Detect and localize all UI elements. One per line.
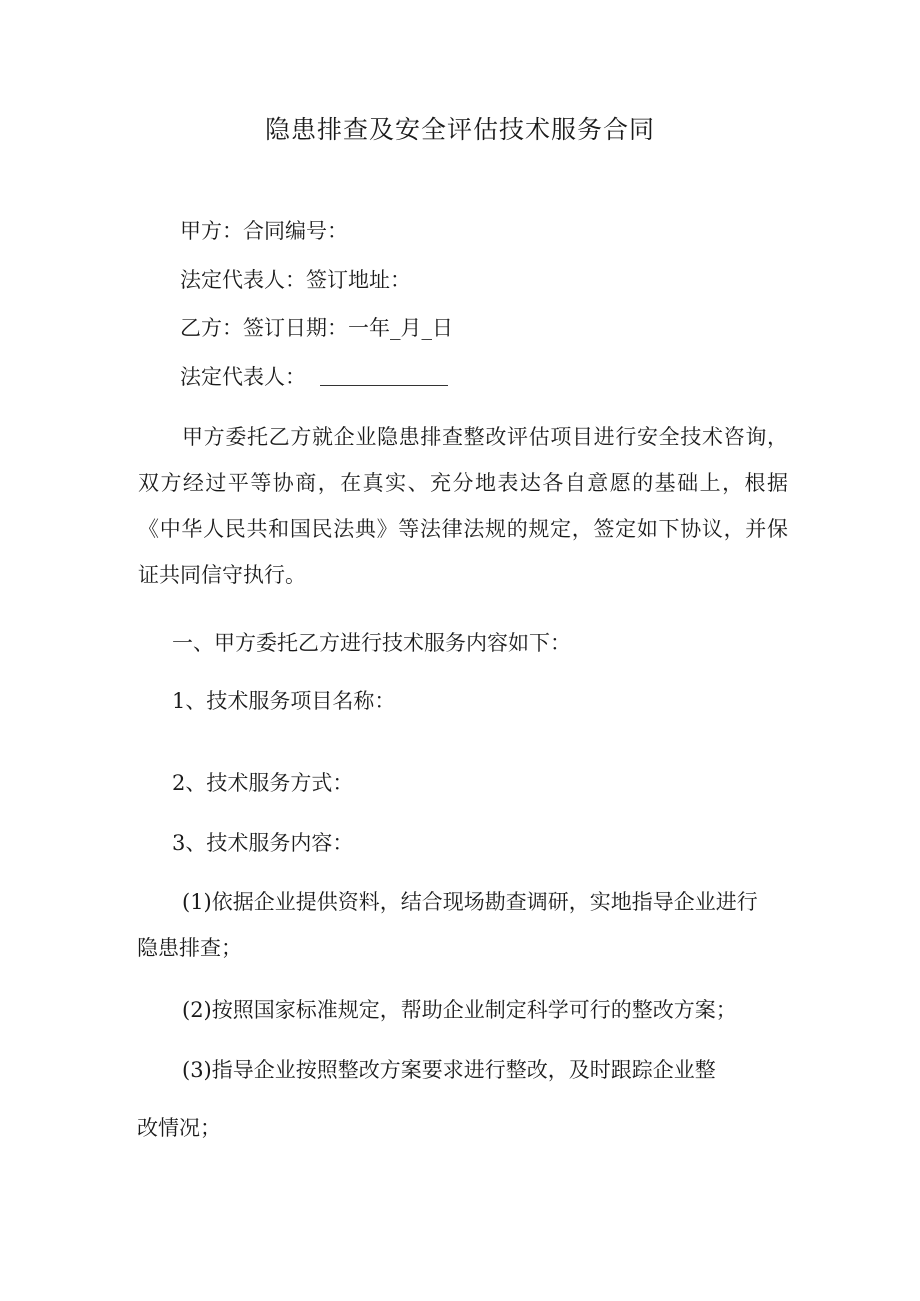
legal-rep-blank-line bbox=[180, 362, 448, 392]
sub-item-3-line-2: 改情况； bbox=[137, 1116, 221, 1140]
sub-item-2: (2)按照国家标准规定，帮助企业制定科学可行的整改方案； bbox=[182, 998, 737, 1022]
item-service-method: 2、技术服务方式： bbox=[172, 771, 354, 795]
sub-item-3-line-1: (3)指导企业按照整改方案要求进行整改，及时跟踪企业整 bbox=[182, 1058, 716, 1082]
section-1-heading: 一、甲方委托乙方进行技术服务内容如下： bbox=[172, 631, 571, 655]
legal-rep-signing-address-line: 法定代表人：签订地址： bbox=[180, 268, 411, 292]
sub-item-1-line-1: (1)依据企业提供资料，结合现场勘查调研，实地指导企业进行 bbox=[182, 890, 758, 914]
document-title: 隐患排查及安全评估技术服务合同 bbox=[264, 115, 655, 144]
item-service-content: 3、技术服务内容： bbox=[172, 831, 354, 855]
party-b-signing-date-line: 乙方：签订日期：一年_月_日 bbox=[180, 316, 453, 340]
sub-item-1-line-2: 隐患排查； bbox=[137, 936, 242, 960]
item-project-name: 1、技术服务项目名称： bbox=[172, 689, 396, 713]
signature-blank-field bbox=[320, 365, 448, 386]
party-a-line: 甲方：合同编号： bbox=[180, 219, 348, 243]
intro-paragraph: 甲方委托乙方就企业隐患排查整改评估项目进行安全技术咨询，双方经过平等协商，在真实、充分地表达各自意愿的基础上，根据《中华人民共和国民法典》等法律法规的规定，签定如下协议，并保证共同信守执行。 bbox=[138, 425, 788, 587]
legal-rep-label: 法定代表人： bbox=[180, 365, 306, 389]
